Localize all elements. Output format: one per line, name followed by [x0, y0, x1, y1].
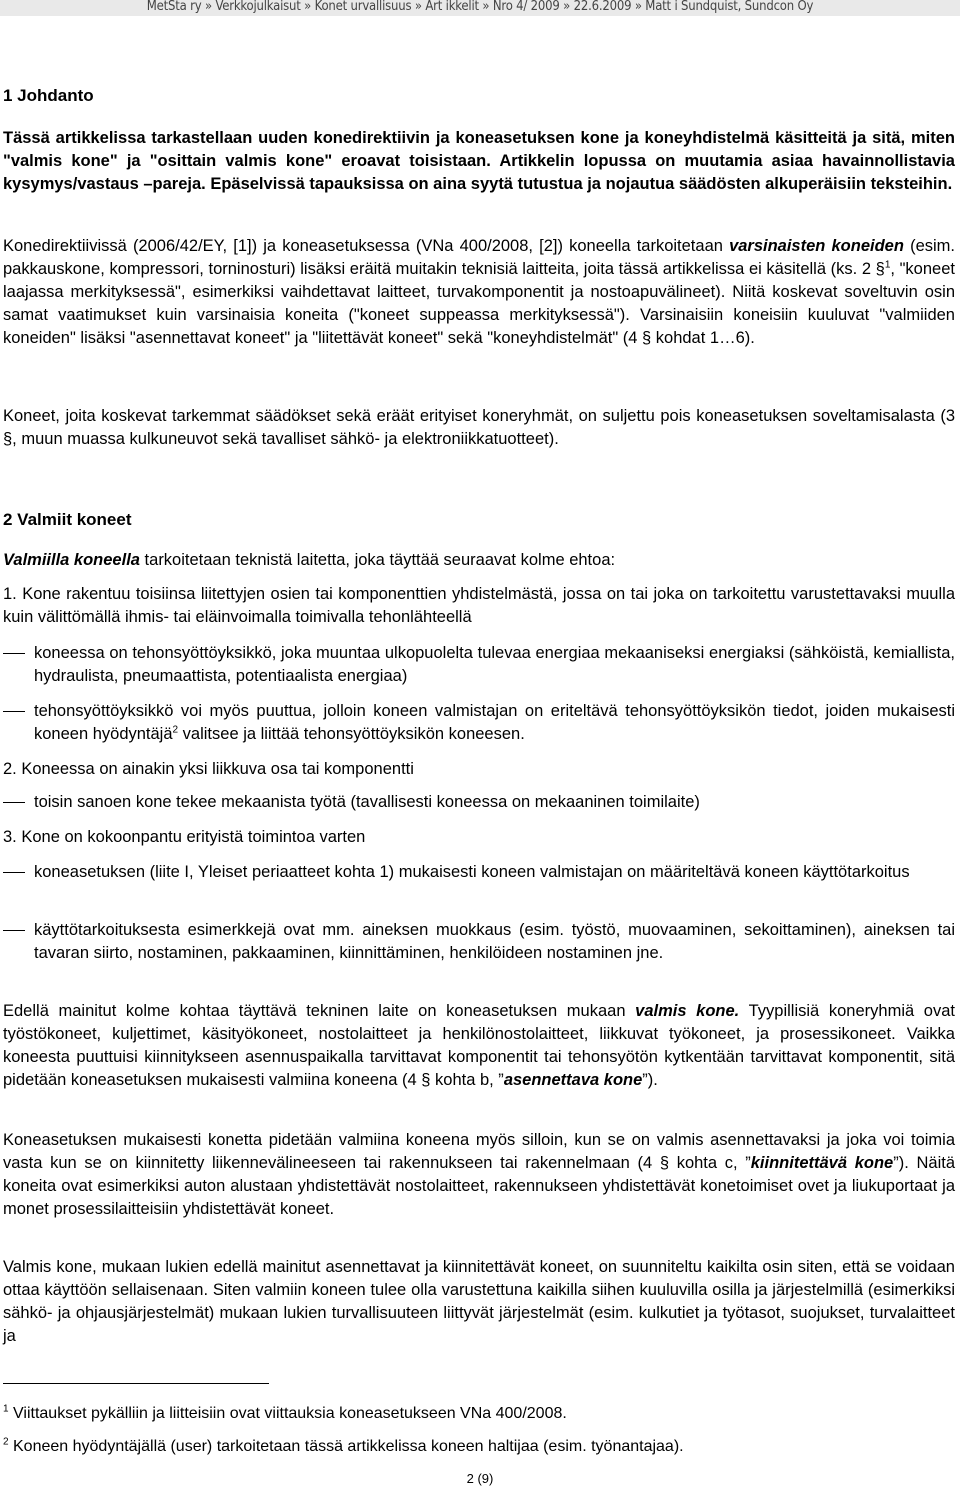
footnote-number: 2	[3, 1436, 9, 1448]
footnote-text: Viittaukset pykälliin ja liitteisiin ovat viittauksia koneasetukseen VNa 400/2008.	[8, 1405, 567, 1422]
bullet-item: koneasetuksen (liite I, Yleiset periaatteet kohta 1) mukaisesti koneen valmistajan on määriteltävä koneen käyttötarkoitus	[34, 863, 910, 881]
text: valitsee ja liittää tehonsyöttöyksikön koneesen.	[178, 725, 525, 743]
definition-paragraph	[3, 549, 955, 572]
bullet-item: käyttötarkoituksesta esimerkkejä ovat mm. aineksen muokkaus (esim. työstö, muovaaminen, sekoittaminen), aineksen tai tavaran siirto, nostaminen, pakkaaminen, kiinnittäminen, henkilöideen nostaminen jne.	[34, 921, 955, 962]
bullet-item	[34, 700, 955, 746]
text: Tyypillisiä koneryhmiä ovat työstökoneet, kuljettimet, käsityökoneet, nostolaitteet ja henkilönostolaitteet, liikkuvat työkoneet, ja prosessikoneet. Vaikka koneesta puuttuisi kiinnitykseen asennuspaikalla tarvittavat komponentit tai tehonsyötön kytkentään tarvittavat komponentit, sitä pidetään koneasetuksen mukaisesti valmiina koneena (4 § kohta b, ”	[3, 1002, 955, 1089]
paragraph-konedirektiivi	[3, 235, 955, 350]
emphasis: asennettava kone	[503, 1071, 643, 1089]
section-2-heading: 2 Valmiit koneet	[3, 510, 132, 529]
paragraph-kayttoonotto: Valmis kone, mukaan lukien edellä mainitut asennettavat ja kiinnitettävät koneet, on suunniteltu kaikilta osin siten, että se voidaan ottaa käyttöön sellaisenaan. Siten valmiin koneen tulee olla varustettuna kaikilla siihen kuuluvilla osilla ja järjestelmillä (esimerkiksi sähkö- ja ohjausjärjestelmät) mukaan lukien turvallisuuteen liittyvät järjestelmät (esim. kulkutiet ja työtasot, suojukset, turvalaitteet ja	[3, 1258, 955, 1345]
footnote-2	[3, 1437, 955, 1457]
text: tarkoitetaan teknistä laitetta, joka täyttää seuraavat kolme ehtoa:	[139, 551, 616, 569]
text: (esim. pakkauskone, kompressori, torninosturi) lisäksi eräitä muitakin teknisiä laitteita, joita tässä artikkelissa ei käsitellä (ks. 2 §	[3, 237, 955, 278]
footnote-number: 1	[3, 1403, 9, 1415]
footnote-1	[3, 1404, 955, 1424]
emphasis: valmis kone.	[635, 1002, 740, 1020]
footnote-divider	[3, 1383, 269, 1384]
page-number: 2 (9)	[466, 1471, 494, 1486]
bullet-item: toisin sanoen kone tekee mekaanista työtä (tavallisesti koneessa on mekaaninen toimilaite)	[34, 793, 700, 811]
paragraph-kiinnitettava	[3, 1129, 955, 1221]
text: tehonsyöttöyksikkö voi myös puuttua, jolloin koneen valmistajan on eriteltävä tehonsyöttöyksikön tiedot, joiden mukaisesti koneen hyödyntäjä	[34, 702, 955, 743]
emphasis: Valmiilla koneella	[3, 551, 140, 569]
condition-3: 3. Kone on kokoonpantu erityistä toimintoa varten	[3, 828, 366, 846]
bullet-item: koneessa on tehonsyöttöyksikkö, joka muuntaa ulkopuolelta tulevaa energiaa mekaaniseksi energiaksi (sähköistä, kemiallista, hydraulista, pneumaattista, potentiaalista energiaa)	[34, 644, 955, 685]
text: Konedirektiivissä (2006/42/EY, [1]) ja koneasetuksessa (VNa 400/2008, [2]) koneella tarkoitetaan	[3, 237, 730, 255]
text: ”). Näitä koneita ovat esimerkiksi auton alustaan yhdistettävät nostolaitteet, rakennukseen yhdistettävät konetoimiset ovet ja liukuportaat ja monet prosessilaitteisiin yhdistettävät koneet.	[3, 1154, 955, 1218]
text: Koneasetuksen mukaisesti konetta pidetään valmiina koneena myös silloin, kun se on valmis asennettavaksi ja joka voi toimia vasta kun se on kiinnitetty liikennevälineeseen tai rakennukseen tai rakennelmaan (4 § kohta c, ”	[3, 1131, 955, 1172]
condition-2: 2. Koneessa on ainakin yksi liikkuva osa tai komponentti	[3, 760, 414, 778]
page-header	[0, 0, 960, 16]
emphasis: varsinaisten koneiden	[729, 237, 904, 255]
text: ”).	[642, 1071, 658, 1089]
footnote-ref: 2	[172, 724, 179, 736]
condition-1: 1. Kone rakentuu toisiinsa liitettyjen osien tai komponenttien yhdistelmästä, jossa on tai joka on tarkoitettu varustettavaksi muulla kuin välittömällä ihmis- tai eläinvoimalla toimivalla tehonlähteellä	[3, 585, 955, 626]
footnote-text: Koneen hyödyntäjällä (user) tarkoitetaan tässä artikkelissa koneen haltijaa (esim. työnantajaa).	[8, 1438, 684, 1455]
text: , "koneet laajassa merkityksessä", esimerkiksi vaihdettavat laitteet, turvakomponentit ja nostoapuvälineet). Niitä koskevat soveltuvin osin samat vaatimukset kuin varsinaisia koneita ("koneet suppeassa merkityksessä"). Varsinaisiin koneisiin kuuluvat "valmiiden koneiden" lisäksi "asennettavat koneet" ja "liitettävät koneet" sekä "koneyhdistelmät" (4 § kohdat 1…6).	[3, 260, 955, 347]
footnote-ref: 1	[884, 259, 891, 271]
emphasis: kiinnitettävä kone	[750, 1154, 894, 1172]
text: Edellä mainitut kolme kohtaa täyttävä tekninen laite on koneasetuksen mukaan	[3, 1002, 636, 1020]
paragraph-valmis-kone	[3, 1000, 955, 1092]
intro-paragraph: Tässä artikkelissa tarkastellaan uuden konedirektiivin ja koneasetuksen kone ja koneyhdistelmä käsitteitä ja sitä, miten "valmis kone" ja "osittain valmis kone" eroavat toisistaan. Artikkelin lopussa on muutamia asiaa havainnollistavia kysymys/vastaus –pareja. Epäselvissä tapauksissa on aina syytä tutustua ja nojautua säädösten alkuperäisiin teksteihin.	[3, 129, 955, 193]
paragraph-exclusions: Koneet, joita koskevat tarkemmat säädökset sekä eräät erityiset koneryhmät, on suljettu pois koneasetuksen soveltamisalasta (3 §, muun muassa kulkuneuvot sekä tavalliset sähkö- ja elektroniikkatuotteet).	[3, 407, 955, 448]
header-breadcrumb: MetSta ry » Verkkojulkaisut » Konet urvallisuus » Art ikkelit » Nro 4/ 2009 » 22.6.2009 » Matt i Sundquist, Sundcon Oy	[146, 0, 814, 14]
section-1-heading: 1 Johdanto	[3, 86, 94, 105]
